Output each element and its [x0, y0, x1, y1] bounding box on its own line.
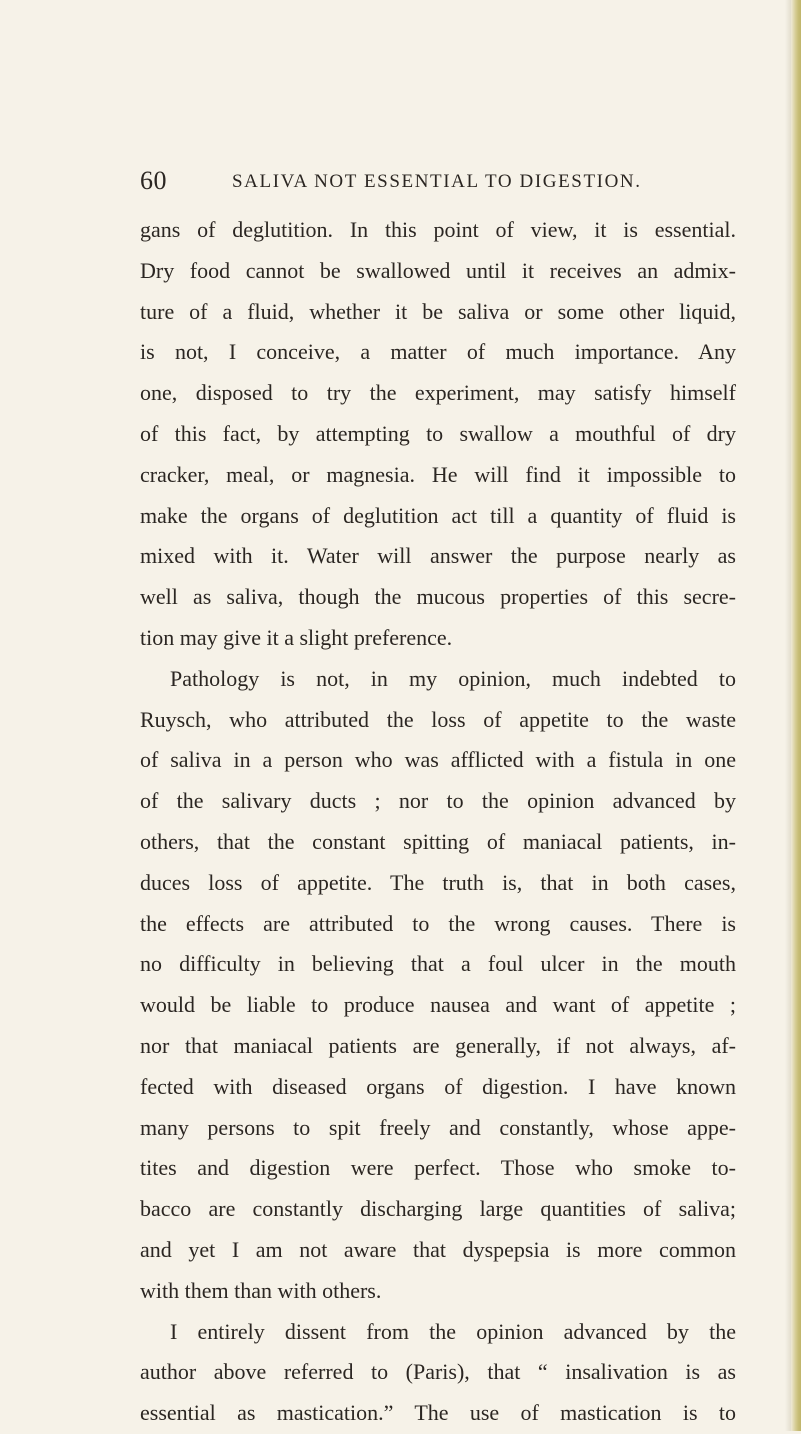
text-line: one, disposed to try the experiment, may satisfy himself: [140, 380, 736, 406]
text-line: with them than with others.: [140, 1277, 382, 1303]
text-line: of this fact, by attempting to swallow a mouthful of dry: [140, 420, 736, 446]
text-line: make the organs of deglutition act till a quantity of fluid is: [140, 502, 736, 528]
page-number: 60: [140, 166, 167, 195]
text-line: many persons to spit freely and constantly, whose appe-: [140, 1114, 736, 1140]
text-line: essential as mastication.” The use of mastication is to: [140, 1400, 736, 1426]
text-line: of the salivary ducts ; nor to the opinion advanced by: [140, 788, 736, 814]
text-line: fected with diseased organs of digestion. I have known: [140, 1073, 736, 1099]
text-line: nor that maniacal patients are generally, if not always, af-: [140, 1032, 736, 1058]
text-line: well as saliva, though the mucous properties of this secre-: [140, 584, 736, 610]
text-line: the effects are attributed to the wrong causes. There is: [140, 910, 736, 936]
text-line: is not, I conceive, a matter of much importance. Any: [140, 339, 736, 365]
page-edge: [791, 0, 801, 1431]
text-line: Ruysch, who attributed the loss of appetite to the waste: [140, 706, 736, 732]
text-line: others, that the constant spitting of maniacal patients, in-: [140, 828, 736, 854]
text-line: gans of deglutition. In this point of view, it is essential.: [140, 217, 736, 242]
page-edge-shadow: [785, 0, 791, 1431]
running-head: SALIVA NOT ESSENTIAL TO DIGESTION.: [232, 171, 642, 192]
text-line: mixed with it. Water will answer the purpose nearly as: [140, 543, 736, 569]
text-line: cracker, meal, or magnesia. He will find it impossible to: [140, 461, 736, 487]
text-line: Pathology is not, in my opinion, much indebted to: [170, 665, 736, 691]
text-line: and yet I am not aware that dyspepsia is more common: [140, 1236, 736, 1262]
text-line: no difficulty in believing that a foul ulcer in the mouth: [140, 951, 736, 977]
body-text: [140, 210, 736, 1434]
text-line: I entirely dissent from the opinion advanced by the: [170, 1318, 736, 1344]
text-line: Dry food cannot be swallowed until it receives an admix-: [140, 257, 736, 283]
text-line: would be liable to produce nausea and want of appetite ;: [140, 992, 736, 1018]
text-line: duces loss of appetite. The truth is, that in both cases,: [140, 869, 736, 895]
text-line: ture of a fluid, whether it be saliva or some other liquid,: [140, 298, 736, 324]
text-line: author above referred to (Paris), that “ insalivation is as: [140, 1359, 736, 1385]
page-header: [140, 166, 740, 196]
text-line: of saliva in a person who was afflicted with a fistula in one: [140, 747, 736, 773]
text-line: tites and digestion were perfect. Those who smoke to-: [140, 1155, 736, 1181]
text-line: tion may give it a slight preference.: [140, 624, 453, 650]
text-line: bacco are constantly discharging large quantities of saliva;: [140, 1196, 736, 1222]
